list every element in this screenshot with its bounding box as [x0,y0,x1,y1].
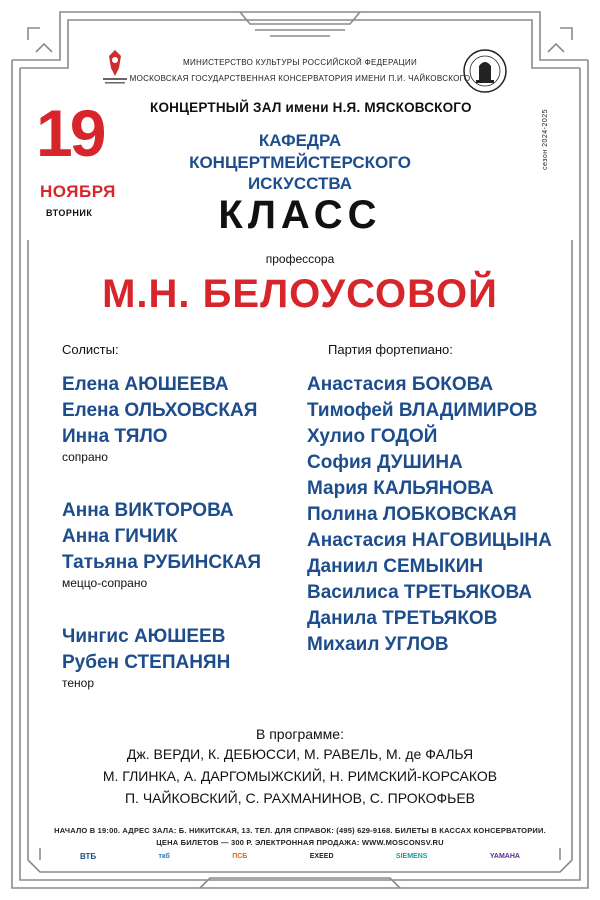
sponsor-logo: EXEED [309,853,334,860]
professor-name: М.Н. БЕЛОУСОВОЙ [102,272,498,316]
concert-hall-name: КОНЦЕРТНЫЙ ЗАЛ имени Н.Я. МЯСКОВСКОГО [150,100,472,115]
program-line: Дж. ВЕРДИ, К. ДЕБЮССИ, М. РАВЕЛЬ, М. де ФАЛЬЯ [126,746,474,762]
soloist-name: Анна ГИЧИК [62,526,178,547]
pianist-name: Данила ТРЕТЬЯКОВ [307,608,498,629]
pianist-name: Даниил СЕМЫКИН [307,556,484,577]
conservatory-name: МОСКОВСКАЯ ГОСУДАРСТВЕННАЯ КОНСЕРВАТОРИЯ ИМЕНИ П.И. ЧАЙКОВСКОГО [129,74,471,83]
class-title: КЛАСС [218,193,382,237]
conservatory-seal-icon [462,48,508,94]
pianist-name: Анастасия НАГОВИЦЫНА [307,530,552,551]
program-line: М. ГЛИНКА, А. ДАРГОМЫЖСКИЙ, Н. РИМСКИЙ-КОРСАКОВ [102,768,498,784]
voice-type: сопрано [62,450,108,464]
program-line: П. ЧАЙКОВСКИЙ, С. РАХМАНИНОВ, С. ПРОКОФЬЕВ [124,790,476,806]
sponsor-logo: ткб [158,853,170,860]
soloist-name: Инна ТЯЛО [62,426,168,447]
soloist-name: Татьяна РУБИНСКАЯ [62,552,262,573]
season-label: сезон 2024-2025 [542,108,549,170]
department-line1: КАФЕДРА [258,131,342,150]
soloist-name: Анна ВИКТОРОВА [62,500,234,521]
sponsor-logo: ПСБ [232,853,248,860]
pianist-name: Полина ЛОБКОВСКАЯ [307,504,517,525]
sponsors-row [80,852,520,861]
program-heading: В программе: [256,726,344,742]
soloist-name: Рубен СТЕПАНЯН [62,652,231,673]
pianist-name: Хулио ГОДОЙ [307,426,438,447]
date-weekday: ВТОРНИК [46,208,93,218]
soloists-group-tenor [62,624,230,690]
soloists-group-mezzo [62,498,261,590]
pianist-name: Мария КАЛЬЯНОВА [307,478,494,499]
pianist-name: Василиса ТРЕТЬЯКОВА [307,582,532,603]
pianists-heading: Партия фортепиано: [328,342,453,357]
soloist-name: Елена АЮШЕЕВА [62,374,229,395]
sponsor-logo: YAMAHA [489,853,520,860]
pianist-name: Тимофей ВЛАДИМИРОВ [307,400,538,421]
concert-info-line1: НАЧАЛО В 19:00. АДРЕС ЗАЛА: Б. НИКИТСКАЯ, 13. ТЕЛ. ДЛЯ СПРАВОК: (495) 629-9168. БИЛЕТЫ В КАССАХ КОНСЕРВАТОРИИ. [54,826,546,835]
sponsor-logo: SIEMENS [395,853,428,860]
soloists-heading: Солисты: [62,342,119,357]
professor-label: профессора [265,252,335,266]
date-month: НОЯБРЯ [40,182,116,201]
ministry-name: МИНИСТЕРСТВО КУЛЬТУРЫ РОССИЙСКОЙ ФЕДЕРАЦИИ [182,58,418,67]
pianist-name: Михаил УГЛОВ [307,634,449,655]
voice-type: тенор [62,676,95,690]
pianist-name: Анастасия БОКОВА [307,374,494,395]
department-line2: КОНЦЕРТМЕЙСТЕРСКОГО ИСКУССТВА [189,153,411,193]
pianists-list [307,372,552,658]
soloists-group-soprano [62,372,257,464]
sponsor-logo: ВТБ [80,852,97,861]
voice-type: меццо-сопрано [62,576,148,590]
concert-info-line2: ЦЕНА БИЛЕТОВ — 300 Р. ЭЛЕКТРОННАЯ ПРОДАЖА: WWW.MOSCONSV.RU [156,838,444,847]
date-day: 19 [36,96,104,170]
soloist-name: Чингис АЮШЕЕВ [62,626,226,647]
soloist-name: Елена ОЛЬХОВСКАЯ [62,400,258,421]
pianist-name: София ДУШИНА [307,452,463,473]
